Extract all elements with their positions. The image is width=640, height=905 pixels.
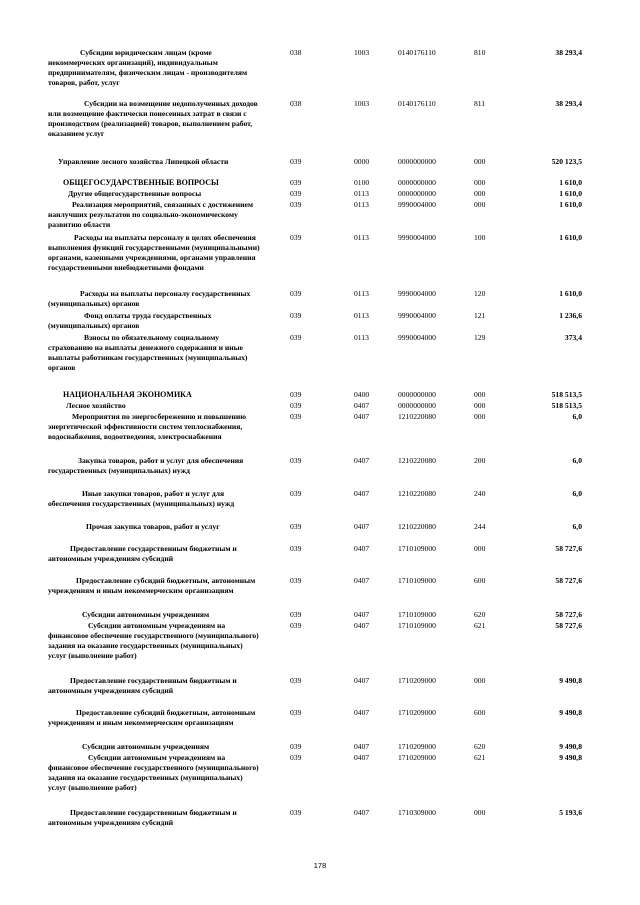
target-item-code: 1710209000 (398, 753, 436, 762)
target-item-code: 9990004000 (398, 233, 436, 242)
amount: 9 490,8 (559, 708, 582, 717)
expense-type-code: 000 (474, 544, 486, 553)
amount: 1 610,0 (559, 233, 582, 242)
admin-code: 039 (290, 412, 302, 421)
row-name: Лесное хозяйство (66, 401, 126, 410)
target-item-code: 0000000000 (398, 390, 436, 399)
amount: 1 610,0 (559, 200, 582, 209)
amount: 9 490,8 (559, 742, 582, 751)
budget-table (0, 48, 640, 830)
admin-code: 039 (290, 401, 302, 410)
section-code: 0113 (354, 189, 369, 198)
admin-code: 039 (290, 676, 302, 685)
target-item-code: 9990004000 (398, 200, 436, 209)
row-name: Субсидии автономным учреждениям (82, 610, 210, 619)
target-item-code: 1210220080 (398, 489, 436, 498)
amount: 58 727,6 (555, 610, 582, 619)
target-item-code: 9990004000 (398, 311, 436, 320)
row-name: ОБЩЕГОСУДАРСТВЕННЫЕ ВОПРОСЫ (63, 178, 219, 187)
section-code: 0400 (354, 390, 370, 399)
admin-code: 039 (290, 742, 302, 751)
admin-code: 039 (290, 157, 302, 166)
admin-code: 039 (290, 522, 302, 531)
table-row (0, 289, 640, 311)
page-number: 178 (313, 861, 327, 870)
row-name: Предоставление государственным бюджетным и автономным учреждениям субсидий (48, 544, 237, 563)
section-code: 0100 (354, 178, 370, 187)
section-code: 0113 (354, 233, 369, 242)
expense-type-code: 129 (474, 333, 486, 342)
admin-code: 039 (290, 544, 302, 553)
section-code: 0407 (354, 808, 370, 817)
expense-type-code: 100 (474, 233, 486, 242)
row-name: Взносы по обязательному социальному страхованию на выплаты денежного содержания и иные выплаты работникам государственных (муниципальных) органов (48, 333, 248, 372)
target-item-code: 1710109000 (398, 621, 436, 630)
expense-type-code: 621 (474, 753, 486, 762)
table-row (0, 189, 640, 200)
table-row (0, 576, 640, 610)
target-item-code: 0000000000 (398, 178, 436, 187)
section-code: 0407 (354, 576, 370, 585)
amount: 38 293,4 (555, 99, 582, 108)
table-row (0, 753, 640, 808)
row-name: НАЦИОНАЛЬНАЯ ЭКОНОМИКА (63, 390, 192, 399)
row-name: Другие общегосударственные вопросы (68, 189, 202, 198)
expense-type-code: 620 (474, 742, 486, 751)
table-row (0, 522, 640, 544)
table-row (0, 544, 640, 576)
row-name: Реализация мероприятий, связанных с достижением наилучших результатов по социально-экономическому развитию области (48, 200, 254, 229)
admin-code: 039 (290, 576, 302, 585)
target-item-code: 0140176110 (398, 48, 436, 57)
expense-type-code: 811 (474, 99, 486, 108)
expense-type-code: 000 (474, 189, 486, 198)
admin-code: 039 (290, 333, 302, 342)
amount: 6,0 (572, 456, 582, 465)
expense-type-code: 200 (474, 456, 486, 465)
expense-type-code: 600 (474, 576, 486, 585)
amount: 1 610,0 (559, 289, 582, 298)
expense-type-code: 620 (474, 610, 486, 619)
amount: 520 123,5 (551, 157, 582, 166)
amount: 1 610,0 (559, 189, 582, 198)
amount: 58 727,6 (555, 544, 582, 553)
section-code: 0000 (354, 157, 370, 166)
admin-code: 039 (290, 390, 302, 399)
row-name: Субсидии автономным учреждениям (82, 742, 210, 751)
target-item-code: 1710109000 (398, 544, 436, 553)
table-row (0, 489, 640, 522)
section-code: 0407 (354, 610, 370, 619)
section-code: 1003 (354, 99, 370, 108)
table-row (0, 456, 640, 489)
target-item-code: 0140176110 (398, 99, 436, 108)
expense-type-code: 600 (474, 708, 486, 717)
admin-code: 039 (290, 489, 302, 498)
target-item-code: 1710309000 (398, 808, 436, 817)
expense-type-code: 621 (474, 621, 486, 630)
amount: 6,0 (572, 522, 582, 531)
amount: 58 727,6 (555, 576, 582, 585)
row-name: Субсидии автономным учреждениям на финансовое обеспечение государственного (муниципального) задания на оказание государственных (муниципальных) услуг (выполнение работ) (48, 753, 259, 792)
table-row (0, 311, 640, 333)
amount: 9 490,8 (559, 676, 582, 685)
admin-code: 039 (290, 753, 302, 762)
row-name: Предоставление субсидий бюджетным, автономным учреждениям и иным некоммерческим организациям (48, 576, 256, 595)
row-name: Закупка товаров, работ и услуг для обеспечения государственных (муниципальных) нужд (48, 456, 244, 475)
target-item-code: 1210220080 (398, 456, 436, 465)
admin-code: 039 (290, 200, 302, 209)
table-row (0, 390, 640, 401)
amount: 38 293,4 (555, 48, 582, 57)
section-code: 0407 (354, 753, 370, 762)
section-code: 0113 (354, 200, 369, 209)
amount: 5 193,6 (559, 808, 582, 817)
table-row (0, 99, 640, 157)
table-row (0, 401, 640, 412)
table-row (0, 48, 640, 99)
row-name: Субсидии на возмещение недополученных доходов или возмещение фактически понесенных затрат в связи с производством (реализацией) товаров, выполнением работ, оказанием услуг (48, 99, 258, 138)
table-row (0, 333, 640, 390)
admin-code: 039 (290, 233, 302, 242)
row-name: Расходы на выплаты персоналу в целях обеспечения выполнения функций государственными (муниципальными) органами, казенными учреждениями, органами управления государственными внебюджетными фондами (48, 233, 260, 272)
target-item-code: 0000000000 (398, 189, 436, 198)
target-item-code: 9990004000 (398, 289, 436, 298)
admin-code: 039 (290, 289, 302, 298)
target-item-code: 0000000000 (398, 157, 436, 166)
table-row (0, 621, 640, 676)
admin-code: 039 (290, 808, 302, 817)
section-code: 0407 (354, 401, 370, 410)
expense-type-code: 000 (474, 390, 486, 399)
table-row (0, 200, 640, 233)
row-name: Прочая закупка товаров, работ и услуг (86, 522, 220, 531)
row-name: Расходы на выплаты персоналу государственных (муниципальных) органов (48, 289, 251, 308)
section-code: 0113 (354, 289, 369, 298)
amount: 9 490,8 (559, 753, 582, 762)
section-code: 0407 (354, 708, 370, 717)
table-row (0, 676, 640, 708)
section-code: 0113 (354, 311, 369, 320)
row-name: Субсидии автономным учреждениям на финансовое обеспечение государственного (муниципального) задания на оказание государственных (муниципальных) услуг (выполнение работ) (48, 621, 259, 660)
table-row (0, 610, 640, 621)
section-code: 0407 (354, 742, 370, 751)
target-item-code: 1710209000 (398, 676, 436, 685)
amount: 1 236,6 (559, 311, 582, 320)
target-item-code: 1210220080 (398, 522, 436, 531)
amount: 1 610,0 (559, 178, 582, 187)
table-row (0, 233, 640, 289)
admin-code: 039 (290, 621, 302, 630)
amount: 518 513,5 (551, 401, 582, 410)
admin-code: 039 (290, 708, 302, 717)
target-item-code: 1710109000 (398, 610, 436, 619)
table-row (0, 178, 640, 189)
table-row (0, 708, 640, 742)
section-code: 0407 (354, 456, 370, 465)
table-row (0, 742, 640, 753)
expense-type-code: 000 (474, 412, 486, 421)
amount: 6,0 (572, 489, 582, 498)
expense-type-code: 000 (474, 157, 486, 166)
admin-code: 039 (290, 456, 302, 465)
row-name: Иные закупки товаров, работ и услуг для обеспечения государственных (муниципальных) нужд (48, 489, 235, 508)
target-item-code: 9990004000 (398, 333, 436, 342)
expense-type-code: 000 (474, 808, 486, 817)
target-item-code: 1710209000 (398, 708, 436, 717)
row-name: Предоставление субсидий бюджетным, автономным учреждениям и иным некоммерческим организациям (48, 708, 256, 727)
amount: 6,0 (572, 412, 582, 421)
row-name: Фонд оплаты труда государственных (муниципальных) органов (48, 311, 212, 330)
row-name: Субсидии юридическим лицам (кроме некоммерческих организаций), индивидуальным предпринимателям, физическим лицам - производителям товаров, работ, услуг (48, 48, 248, 87)
expense-type-code: 000 (474, 676, 486, 685)
expense-type-code: 120 (474, 289, 486, 298)
amount: 373,4 (564, 333, 582, 342)
section-code: 0407 (354, 544, 370, 553)
target-item-code: 1710109000 (398, 576, 436, 585)
table-row (0, 157, 640, 178)
row-name: Мероприятия по энергосбережению и повышению энергетической эффективности систем теплоснабжения, водоснабжения, водоотведения, электроснабжения (48, 412, 247, 441)
target-item-code: 1210220080 (398, 412, 436, 421)
admin-code: 039 (290, 178, 302, 187)
amount: 518 513,5 (551, 390, 582, 399)
expense-type-code: 240 (474, 489, 486, 498)
expense-type-code: 244 (474, 522, 486, 531)
section-code: 0407 (354, 412, 370, 421)
admin-code: 039 (290, 610, 302, 619)
row-name: Управление лесного хозяйства Липецкой области (58, 157, 229, 166)
section-code: 0407 (354, 489, 370, 498)
expense-type-code: 000 (474, 200, 486, 209)
section-code: 0407 (354, 676, 370, 685)
table-row (0, 412, 640, 456)
admin-code: 039 (290, 189, 302, 198)
row-name: Предоставление государственным бюджетным и автономным учреждениям субсидий (48, 676, 237, 695)
amount: 58 727,6 (555, 621, 582, 630)
table-row (0, 808, 640, 830)
section-code: 0407 (354, 621, 370, 630)
admin-code: 039 (290, 311, 302, 320)
admin-code: 038 (290, 99, 302, 108)
target-item-code: 1710209000 (398, 742, 436, 751)
target-item-code: 0000000000 (398, 401, 436, 410)
admin-code: 038 (290, 48, 302, 57)
row-name: Предоставление государственным бюджетным и автономным учреждениям субсидий (48, 808, 237, 827)
expense-type-code: 810 (474, 48, 486, 57)
expense-type-code: 000 (474, 401, 486, 410)
section-code: 0407 (354, 522, 370, 531)
expense-type-code: 000 (474, 178, 486, 187)
section-code: 0113 (354, 333, 369, 342)
expense-type-code: 121 (474, 311, 486, 320)
section-code: 1003 (354, 48, 370, 57)
